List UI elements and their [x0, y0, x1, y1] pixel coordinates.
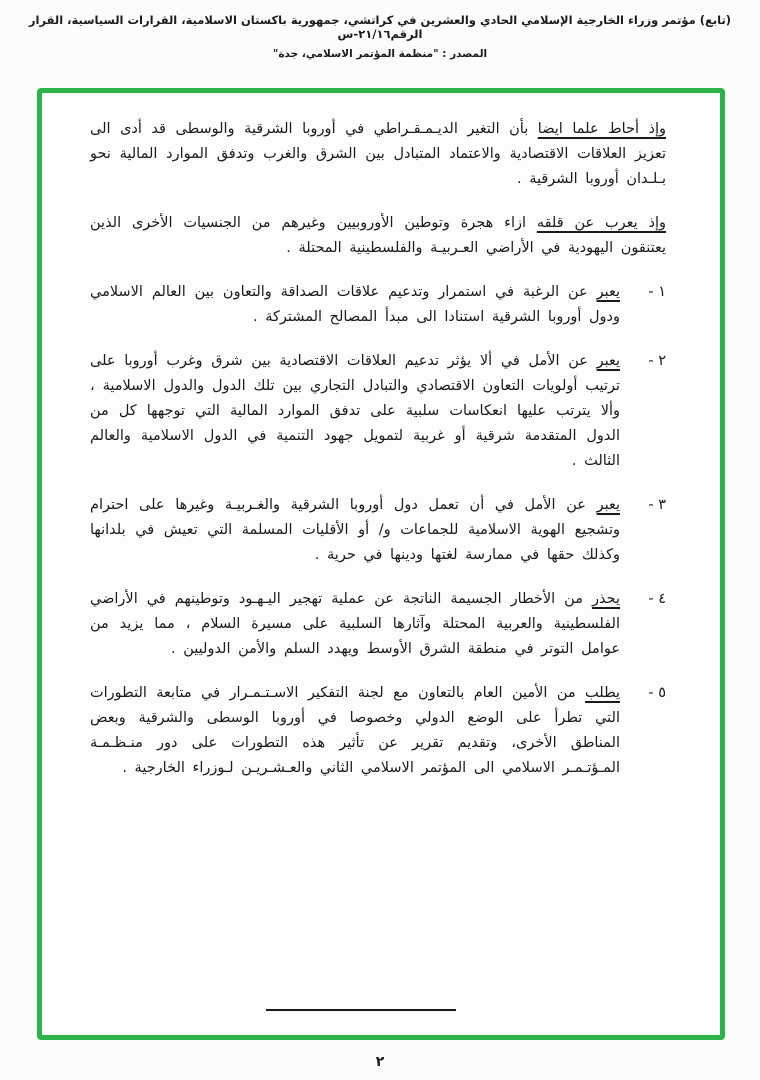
header-title-line: (تابع) مؤتمر وزراء الخارجية الإسلامي الحادي والعشرين في كراتشي، جمهورية باكستان الاسلامية، القرارات السياسية، القرار الرقم٢١/١٦-س [28, 13, 732, 41]
item-number: ٥ - [648, 685, 666, 701]
item-body-text: عن الأمل في ألا يؤثر تدعيم العلاقات الاقتصادية بين شرق وغرب أوروبا على ترتيب أولويات التعاون الاقتصادي والتبادل التجاري بين تلك الدول والدول الاسلامية ، وألا يترتب عليها انعكاسات سلبية على تدفق الموارد المالية التي توجهها كل من الدول المتقدمة شرقية أو غربية لتمويل جهود التنمية في الدول الاسلامية والعالم الثالث . [90, 353, 620, 469]
item-body-text: عن الأمل في أن تعمل دول أوروبا الشرقية والغـربيـة وغيرها على احترام وتشجيع الهوية الاسلامية للجماعات و/ أو الأقليات المسلمة التي تعيش في بلدانها وكذلك حقها في ممارسة لغتها ودينها في حرية . [90, 497, 620, 563]
item-body-text: عن الرغبة في استمرار وتدعيم علاقات الصداقة والتعاون بين العالم الاسلامي ودول أوروبا الشرقية استنادا الى مبدأ المصالح المشتركة . [90, 284, 620, 325]
resolution-frame [37, 88, 725, 1040]
item-text [90, 681, 620, 781]
document-header [0, 0, 760, 60]
separator-rule [266, 1009, 456, 1011]
preamble-paragraph [90, 211, 666, 261]
page-number: ٢ [375, 1054, 385, 1070]
preamble-text: بأن التغير الديـمـقـراطي في أوروبا الشرقية والوسطى قد أدى الى تعزيز العلاقات الاقتصادية والاعتماد المتبادل بين الشرق والغرب وتدفق الموارد المالية نحو بـلـدان أوروبا الشرقية . [90, 121, 666, 187]
item-number: ٤ - [648, 591, 666, 607]
item-number: ٣ - [648, 497, 666, 513]
header-source-line: المصدر : "منظمة المؤتمر الاسلامي، جدة" [272, 48, 488, 60]
item-text [90, 493, 620, 568]
item-body-text: من الأمين العام بالتعاون مع لجنة التفكير الاسـتـمـرار في متابعة التطورات التي تطرأ على الوضع الدولي وخصوصا في أوروبا الوسطى والشرقية وبعض المناطق الأخرى، وتقديم تقرير عن تأثير هذه التطورات على دور منـظـمـة المـؤتـمـر الاسلامي الى المؤتمر الاسلامي الثاني والعـشـريـن لـوزراء الخارجية . [90, 685, 620, 776]
resolution-item [90, 587, 666, 662]
resolution-item [90, 493, 666, 568]
item-lead: يعبر [596, 353, 620, 369]
item-lead: يحذر [591, 591, 620, 607]
item-text [90, 349, 620, 474]
resolution-item [90, 681, 666, 781]
item-number: ٢ - [648, 353, 666, 369]
item-lead: يطلب [585, 685, 620, 701]
resolution-item [90, 349, 666, 474]
item-lead: يعبر [596, 284, 620, 300]
item-lead: يعبر [596, 497, 620, 513]
preamble-lead: وإذ يعرب عن قلقه [536, 215, 666, 231]
item-text [90, 280, 620, 330]
resolution-item [90, 280, 666, 330]
preamble-paragraph [90, 117, 666, 192]
preamble-text: ازاء هجرة وتوطين الأوروبيين وغيرهم من الجنسيات الأخرى الذين يعتنقون اليهودية في الأراضي العـربيـة والفلسطينية المحتلة . [90, 215, 666, 256]
item-number: ١ - [648, 284, 666, 300]
item-text [90, 587, 620, 662]
item-body-text: من الأخطار الجسيمة الناتجة عن عملية تهجير اليـهـود وتوطينهم في الأراضي الفلسطينية والعربية المحتلة وآثارها السلبية على مسيرة السلام ، مما يزيد من عوامل التوتر في منطقة الشرق الأوسط ويهدد السلم والأمن الدوليين . [90, 591, 620, 657]
preamble-lead: وإذ أحاط علما ايضا [537, 121, 666, 137]
